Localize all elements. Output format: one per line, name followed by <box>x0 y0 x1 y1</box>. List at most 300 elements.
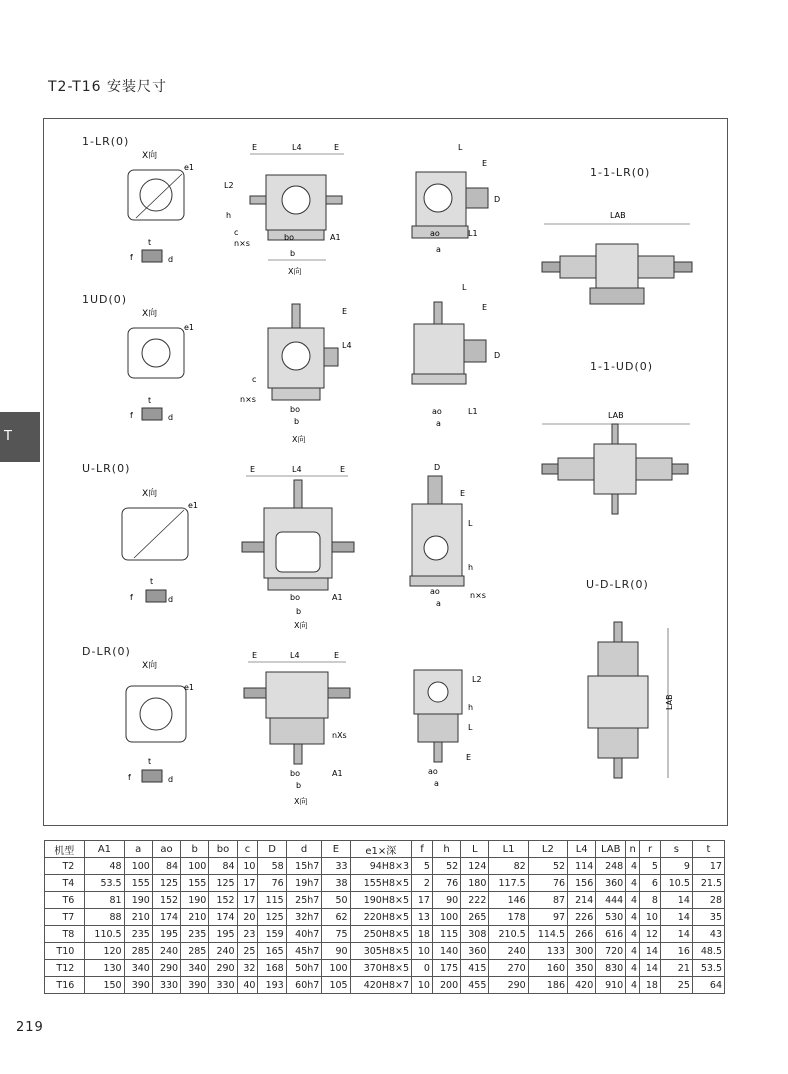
svg-text:t: t <box>148 396 152 405</box>
svg-text:n×s: n×s <box>240 395 256 404</box>
table-cell: 14 <box>640 960 661 977</box>
svg-text:b: b <box>296 781 302 790</box>
header-cell: f <box>412 841 433 858</box>
section-label-1-lr: 1-LR(0) <box>82 135 130 148</box>
svg-text:X向: X向 <box>142 489 158 499</box>
table-cell: 2 <box>412 875 433 892</box>
side-view-3 <box>398 460 518 610</box>
table-cell: 285 <box>124 943 152 960</box>
table-cell: 10 <box>412 943 433 960</box>
svg-text:bo: bo <box>284 233 294 242</box>
svg-text:e1: e1 <box>188 501 199 510</box>
table-cell: T16 <box>45 977 85 994</box>
svg-text:D: D <box>434 463 441 472</box>
table-cell: 76 <box>528 875 567 892</box>
svg-text:ao: ao <box>432 407 442 416</box>
table-cell: 159 <box>258 926 286 943</box>
svg-text:h: h <box>468 703 474 712</box>
table-cell: 235 <box>181 926 209 943</box>
svg-text:c: c <box>234 228 239 237</box>
svg-text:D: D <box>494 351 501 360</box>
table-cell: 90 <box>322 943 350 960</box>
table-cell: 330 <box>152 977 180 994</box>
side-view-2 <box>398 280 518 430</box>
table-cell: 17 <box>237 892 258 909</box>
table-cell: 114 <box>568 858 596 875</box>
table-cell: 52 <box>432 858 460 875</box>
table-cell: 84 <box>152 858 180 875</box>
table-cell: 17 <box>692 858 724 875</box>
table-cell: 94H8×3 <box>350 858 411 875</box>
table-cell: 195 <box>152 926 180 943</box>
page-number: 219 <box>16 1020 44 1035</box>
header-cell: r <box>640 841 661 858</box>
header-cell: ao <box>152 841 180 858</box>
table-cell: 330 <box>209 977 237 994</box>
svg-text:bo: bo <box>290 405 300 414</box>
mount-label-u-d-lr: U-D-LR(0) <box>586 578 649 591</box>
table-cell: 133 <box>528 943 567 960</box>
svg-text:X向: X向 <box>142 661 158 671</box>
svg-text:E: E <box>252 143 258 152</box>
table-cell: 290 <box>152 960 180 977</box>
table-cell: 214 <box>568 892 596 909</box>
table-cell: 530 <box>596 909 626 926</box>
table-cell: 210 <box>124 909 152 926</box>
table-row <box>45 875 725 892</box>
table-cell: 140 <box>432 943 460 960</box>
table-cell: 193 <box>258 977 286 994</box>
table-cell: 222 <box>461 892 489 909</box>
table-cell: 100 <box>181 858 209 875</box>
header-cell: bo <box>209 841 237 858</box>
table-cell: 4 <box>626 892 640 909</box>
svg-text:bo: bo <box>290 593 300 602</box>
table-cell: 15h7 <box>286 858 322 875</box>
svg-text:E: E <box>340 465 346 474</box>
table-cell: 830 <box>596 960 626 977</box>
svg-text:a: a <box>434 779 439 788</box>
table-cell: 360 <box>596 875 626 892</box>
header-cell: D <box>258 841 286 858</box>
svg-text:d: d <box>168 413 174 422</box>
table-cell: 64 <box>692 977 724 994</box>
table-cell: 4 <box>626 960 640 977</box>
table-cell: 4 <box>626 977 640 994</box>
header-cell: A1 <box>85 841 124 858</box>
table-cell: 190 <box>181 892 209 909</box>
table-cell: 175 <box>432 960 460 977</box>
table-cell: 81 <box>85 892 124 909</box>
table-cell: 117.5 <box>489 875 528 892</box>
table-cell: 100 <box>432 909 460 926</box>
table-cell: 100 <box>322 960 350 977</box>
table-cell: 75 <box>322 926 350 943</box>
table-cell: 9 <box>660 858 692 875</box>
table-cell: 125 <box>209 875 237 892</box>
table-cell: 160 <box>528 960 567 977</box>
header-cell: L4 <box>568 841 596 858</box>
table-row <box>45 960 725 977</box>
table-cell: 290 <box>209 960 237 977</box>
svg-text:A1: A1 <box>332 593 343 602</box>
front-view-2 <box>232 298 362 448</box>
table-cell: 285 <box>181 943 209 960</box>
table-row <box>45 909 725 926</box>
table-cell: 88 <box>85 909 124 926</box>
svg-text:a: a <box>436 599 441 608</box>
table-cell: 4 <box>626 943 640 960</box>
svg-text:E: E <box>460 489 466 498</box>
table-cell: 40 <box>237 977 258 994</box>
table-cell: 220H8×5 <box>350 909 411 926</box>
table-cell: 25 <box>237 943 258 960</box>
table-row <box>45 926 725 943</box>
table-cell: 76 <box>432 875 460 892</box>
table-cell: 16 <box>660 943 692 960</box>
header-cell: h <box>432 841 460 858</box>
table-cell: 13 <box>412 909 433 926</box>
table-cell: 97 <box>528 909 567 926</box>
section-label-1ud: 1UD(0) <box>82 293 128 306</box>
svg-text:f: f <box>128 773 131 782</box>
table-cell: 58 <box>258 858 286 875</box>
table-cell: T10 <box>45 943 85 960</box>
table-cell: 32 <box>237 960 258 977</box>
table-cell: 210.5 <box>489 926 528 943</box>
svg-text:L1: L1 <box>468 407 478 416</box>
page-title: T2-T16 安装尺寸 <box>48 79 168 95</box>
table-cell: 4 <box>626 875 640 892</box>
svg-text:b: b <box>290 249 296 258</box>
table-cell: 180 <box>461 875 489 892</box>
svg-text:L: L <box>462 283 467 292</box>
table-cell: 115 <box>258 892 286 909</box>
header-cell: a <box>124 841 152 858</box>
table-cell: 48.5 <box>692 943 724 960</box>
table-cell: 340 <box>181 960 209 977</box>
flange-view-4 <box>110 658 210 788</box>
svg-text:f: f <box>130 411 133 420</box>
svg-text:a: a <box>436 419 441 428</box>
table-cell: 305H8×5 <box>350 943 411 960</box>
svg-text:n×s: n×s <box>470 591 486 600</box>
table-cell: T2 <box>45 858 85 875</box>
xview-label-1: X向 <box>142 151 158 161</box>
header-cell: LAB <box>596 841 626 858</box>
table-row <box>45 892 725 909</box>
table-cell: 50 <box>322 892 350 909</box>
table-cell: 616 <box>596 926 626 943</box>
svg-text:h: h <box>468 563 474 572</box>
svg-text:ao: ao <box>430 587 440 596</box>
table-cell: 210 <box>181 909 209 926</box>
front-view-1 <box>222 140 362 280</box>
table-cell: 250H8×5 <box>350 926 411 943</box>
table-cell: 240 <box>152 943 180 960</box>
table-cell: T7 <box>45 909 85 926</box>
table-cell: 43 <box>692 926 724 943</box>
table-cell: 124 <box>461 858 489 875</box>
svg-text:t: t <box>148 757 152 766</box>
table-cell: 10.5 <box>660 875 692 892</box>
mount-view-1-1-ud <box>538 408 708 528</box>
table-cell: 12 <box>640 926 661 943</box>
table-cell: 32h7 <box>286 909 322 926</box>
table-cell: 308 <box>461 926 489 943</box>
header-cell: L <box>461 841 489 858</box>
table-cell: 155H8×5 <box>350 875 411 892</box>
table-row <box>45 943 725 960</box>
table-cell: 5 <box>640 858 661 875</box>
table-cell: 265 <box>461 909 489 926</box>
header-cell: b <box>181 841 209 858</box>
e1-label: e1 <box>184 163 195 172</box>
svg-text:ao: ao <box>428 767 438 776</box>
table-cell: 150 <box>85 977 124 994</box>
table-cell: 300 <box>568 943 596 960</box>
header-cell: e1×深 <box>350 841 411 858</box>
table-cell: 17 <box>412 892 433 909</box>
table-cell: 33 <box>322 858 350 875</box>
svg-text:d: d <box>168 775 174 784</box>
flange-view-2 <box>110 308 210 438</box>
table-cell: 25h7 <box>286 892 322 909</box>
table-cell: 444 <box>596 892 626 909</box>
table-cell: 35 <box>692 909 724 926</box>
table-cell: 4 <box>626 858 640 875</box>
svg-text:L2: L2 <box>224 181 234 190</box>
section-label-d-lr: D-LR(0) <box>82 645 131 658</box>
svg-text:LAB: LAB <box>665 694 674 710</box>
header-cell: t <box>692 841 724 858</box>
table-cell: 455 <box>461 977 489 994</box>
table-cell: 10 <box>237 858 258 875</box>
table-cell: 174 <box>209 909 237 926</box>
side-view-4 <box>398 660 518 790</box>
table-cell: 152 <box>209 892 237 909</box>
table-cell: 178 <box>489 909 528 926</box>
svg-text:L4: L4 <box>292 143 302 152</box>
table-cell: 23 <box>237 926 258 943</box>
table-cell: T12 <box>45 960 85 977</box>
svg-text:L2: L2 <box>472 675 482 684</box>
svg-text:X向: X向 <box>142 309 158 319</box>
svg-text:L: L <box>468 519 473 528</box>
table-cell: 146 <box>489 892 528 909</box>
svg-text:X向: X向 <box>294 797 308 806</box>
table-cell: 60h7 <box>286 977 322 994</box>
table-row <box>45 858 725 875</box>
table-cell: 50h7 <box>286 960 322 977</box>
svg-text:a: a <box>436 245 441 254</box>
table-cell: 420 <box>568 977 596 994</box>
table-cell: 266 <box>568 926 596 943</box>
svg-text:E: E <box>342 307 348 316</box>
d-label: d <box>168 255 174 264</box>
svg-text:L: L <box>458 143 463 152</box>
table-cell: 226 <box>568 909 596 926</box>
table-cell: 390 <box>124 977 152 994</box>
table-cell: T4 <box>45 875 85 892</box>
table-cell: 14 <box>660 909 692 926</box>
table-cell: 87 <box>528 892 567 909</box>
table-cell: 8 <box>640 892 661 909</box>
mount-label-1-1-ud: 1-1-UD(0) <box>590 360 654 373</box>
header-cell: n <box>626 841 640 858</box>
table-cell: 6 <box>640 875 661 892</box>
svg-text:E: E <box>482 159 488 168</box>
table-cell: 360 <box>461 943 489 960</box>
svg-text:b: b <box>296 607 302 616</box>
svg-text:e1: e1 <box>184 683 195 692</box>
table-header-row <box>45 841 725 858</box>
table-cell: 168 <box>258 960 286 977</box>
table-cell: 340 <box>124 960 152 977</box>
table-cell: 105 <box>322 977 350 994</box>
table-cell: 155 <box>124 875 152 892</box>
svg-text:A1: A1 <box>332 769 343 778</box>
header-cell: d <box>286 841 322 858</box>
table-cell: 38 <box>322 875 350 892</box>
svg-text:E: E <box>250 465 256 474</box>
svg-text:L: L <box>468 723 473 732</box>
f-label: f <box>130 253 133 262</box>
table-cell: 350 <box>568 960 596 977</box>
table-cell: 28 <box>692 892 724 909</box>
table-cell: 52 <box>528 858 567 875</box>
svg-text:bo: bo <box>290 769 300 778</box>
table-cell: 910 <box>596 977 626 994</box>
svg-text:X向: X向 <box>288 267 302 276</box>
table-cell: 10 <box>640 909 661 926</box>
table-cell: 40h7 <box>286 926 322 943</box>
flange-view-1 <box>110 150 210 280</box>
svg-text:c: c <box>252 375 257 384</box>
table-cell: 18 <box>640 977 661 994</box>
table-cell: 240 <box>489 943 528 960</box>
table-cell: 415 <box>461 960 489 977</box>
table-cell: 370H8×5 <box>350 960 411 977</box>
mount-label-1-1-lr: 1-1-LR(0) <box>590 166 651 179</box>
table-cell: T8 <box>45 926 85 943</box>
table-cell: 200 <box>432 977 460 994</box>
svg-text:E: E <box>252 651 258 660</box>
svg-text:X向: X向 <box>294 621 308 630</box>
table-cell: 76 <box>258 875 286 892</box>
svg-text:E: E <box>334 143 340 152</box>
svg-text:L1: L1 <box>468 229 478 238</box>
table-cell: 174 <box>152 909 180 926</box>
section-tab: T <box>0 412 40 462</box>
side-view-1 <box>398 140 518 270</box>
table-cell: 21.5 <box>692 875 724 892</box>
table-cell: 195 <box>209 926 237 943</box>
mount-view-u-d-lr <box>568 618 688 788</box>
header-cell: L1 <box>489 841 528 858</box>
table-cell: 0 <box>412 960 433 977</box>
front-view-4 <box>236 648 366 808</box>
table-cell: 82 <box>489 858 528 875</box>
table-cell: 115 <box>432 926 460 943</box>
svg-text:E: E <box>466 753 472 762</box>
svg-text:L4: L4 <box>342 341 352 350</box>
svg-text:d: d <box>168 595 174 604</box>
table-cell: 48 <box>85 858 124 875</box>
svg-text:n×s: n×s <box>234 239 250 248</box>
table-cell: 20 <box>237 909 258 926</box>
table-cell: 248 <box>596 858 626 875</box>
svg-text:h: h <box>226 211 232 220</box>
table-cell: 165 <box>258 943 286 960</box>
table-cell: 152 <box>152 892 180 909</box>
table-cell: 14 <box>640 943 661 960</box>
table-cell: 156 <box>568 875 596 892</box>
table-cell: 186 <box>528 977 567 994</box>
section-label-u-lr: U-LR(0) <box>82 462 131 475</box>
table-cell: 290 <box>489 977 528 994</box>
table-cell: 14 <box>660 926 692 943</box>
table-cell: 100 <box>124 858 152 875</box>
table-cell: 53.5 <box>85 875 124 892</box>
header-cell: E <box>322 841 350 858</box>
table-cell: 190H8×5 <box>350 892 411 909</box>
svg-text:E: E <box>482 303 488 312</box>
table-cell: 4 <box>626 909 640 926</box>
spec-table <box>44 840 725 994</box>
table-cell: 125 <box>258 909 286 926</box>
svg-text:b: b <box>294 417 300 426</box>
flange-view-3 <box>110 478 210 618</box>
table-cell: 420H8×7 <box>350 977 411 994</box>
header-cell: c <box>237 841 258 858</box>
table-cell: 110.5 <box>85 926 124 943</box>
table-cell: 390 <box>181 977 209 994</box>
svg-text:A1: A1 <box>330 233 341 242</box>
table-body <box>45 858 725 994</box>
svg-text:e1: e1 <box>184 323 195 332</box>
table-cell: 90 <box>432 892 460 909</box>
table-cell: 5 <box>412 858 433 875</box>
table-cell: 10 <box>412 977 433 994</box>
table-cell: T6 <box>45 892 85 909</box>
table-cell: 114.5 <box>528 926 567 943</box>
table-cell: 270 <box>489 960 528 977</box>
svg-text:X向: X向 <box>292 435 306 444</box>
header-cell: L2 <box>528 841 567 858</box>
table-cell: 45h7 <box>286 943 322 960</box>
table-cell: 720 <box>596 943 626 960</box>
table-cell: 125 <box>152 875 180 892</box>
table-cell: 84 <box>209 858 237 875</box>
table-cell: 25 <box>660 977 692 994</box>
table-cell: 53.5 <box>692 960 724 977</box>
table-cell: 62 <box>322 909 350 926</box>
svg-text:L4: L4 <box>290 651 300 660</box>
table-cell: 21 <box>660 960 692 977</box>
svg-text:LAB: LAB <box>608 411 624 420</box>
table-cell: 155 <box>181 875 209 892</box>
svg-text:nXs: nXs <box>332 731 347 740</box>
svg-text:f: f <box>130 593 133 602</box>
table-cell: 4 <box>626 926 640 943</box>
table-row <box>45 977 725 994</box>
mount-view-1-1-lr <box>538 208 708 318</box>
t-label: t <box>148 238 152 247</box>
table-cell: 14 <box>660 892 692 909</box>
table-cell: 235 <box>124 926 152 943</box>
header-cell: 机型 <box>45 841 85 858</box>
